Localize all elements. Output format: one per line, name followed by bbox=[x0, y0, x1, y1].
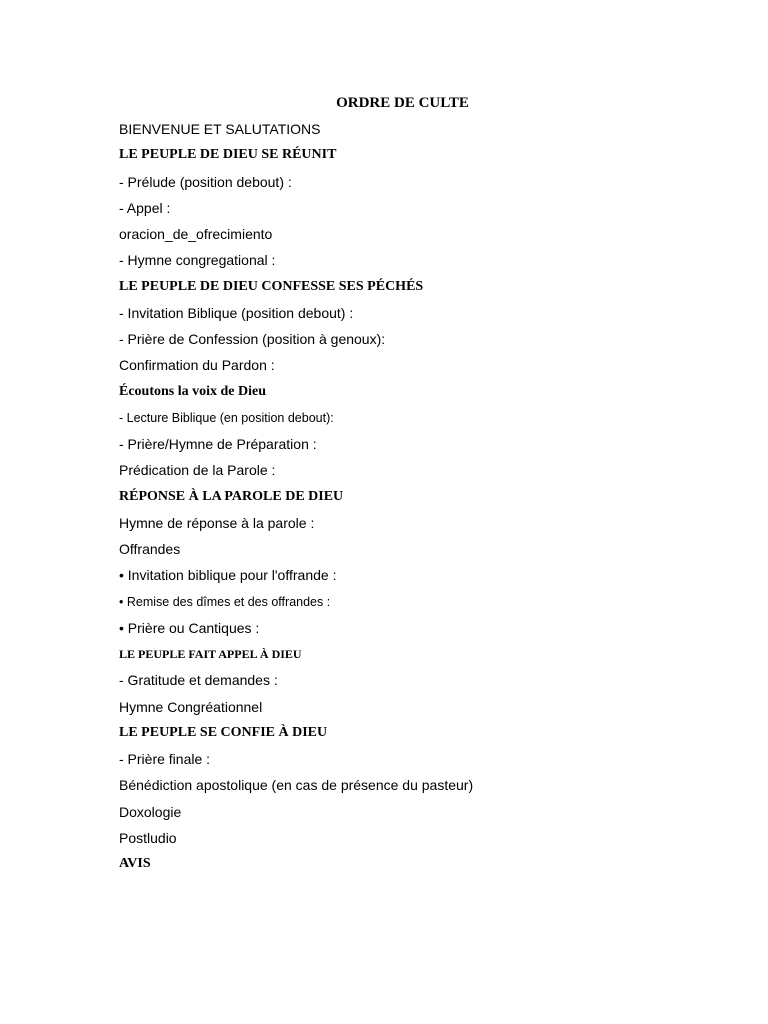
agenda-item: • Prière ou Cantiques : bbox=[119, 619, 260, 636]
agenda-item: oracion_de_ofrecimiento bbox=[119, 226, 273, 242]
section-heading: Écoutons la voix de Dieu bbox=[119, 383, 267, 399]
section-heading: RÉPONSE À LA PAROLE DE DIEU bbox=[119, 488, 344, 504]
agenda-item: Confirmation du Pardon : bbox=[119, 357, 275, 374]
agenda-item: - Hymne congregational : bbox=[119, 252, 276, 269]
document-title: ORDRE DE CULTE bbox=[336, 95, 469, 111]
agenda-item: - Invitation Biblique (position debout) : bbox=[119, 304, 354, 321]
document-body bbox=[119, 119, 739, 880]
agenda-item: Hymne Congréationnel bbox=[119, 698, 263, 715]
agenda-item: - Prière/Hymne de Préparation : bbox=[119, 436, 317, 452]
agenda-item: - Gratitude et demandes : bbox=[119, 672, 278, 689]
section-heading: LE PEUPLE FAIT APPEL À DIEU bbox=[119, 647, 302, 661]
agenda-item: • Invitation biblique pour l'offrande : bbox=[119, 567, 337, 584]
section-heading: LE PEUPLE DE DIEU CONFESSE SES PÉCHÉS bbox=[119, 278, 424, 294]
agenda-item: BIENVENUE ET SALUTATIONS bbox=[119, 121, 321, 137]
section-heading: AVIS bbox=[119, 856, 151, 871]
agenda-item: - Prière de Confession (position à genoux): bbox=[119, 331, 386, 347]
section-heading: LE PEUPLE DE DIEU SE RÉUNIT bbox=[119, 147, 337, 163]
agenda-item: Offrandes bbox=[119, 541, 181, 557]
agenda-item: Prédication de la Parole : bbox=[119, 462, 276, 479]
section-heading: LE PEUPLE SE CONFIE À DIEU bbox=[119, 724, 328, 740]
agenda-item: - Prière finale : bbox=[119, 751, 211, 767]
agenda-item: • Remise des dîmes et des offrandes : bbox=[119, 594, 331, 609]
agenda-item: Doxologie bbox=[119, 803, 182, 820]
agenda-item: - Appel : bbox=[119, 199, 171, 216]
agenda-item: Bénédiction apostolique (en cas de présence du pasteur) bbox=[119, 777, 474, 794]
agenda-item: Postludio bbox=[119, 829, 177, 846]
agenda-item: - Lecture Biblique (en position debout): bbox=[119, 410, 334, 425]
agenda-item: - Prélude (position debout) : bbox=[119, 173, 292, 190]
agenda-item: Hymne de réponse à la parole : bbox=[119, 514, 315, 531]
